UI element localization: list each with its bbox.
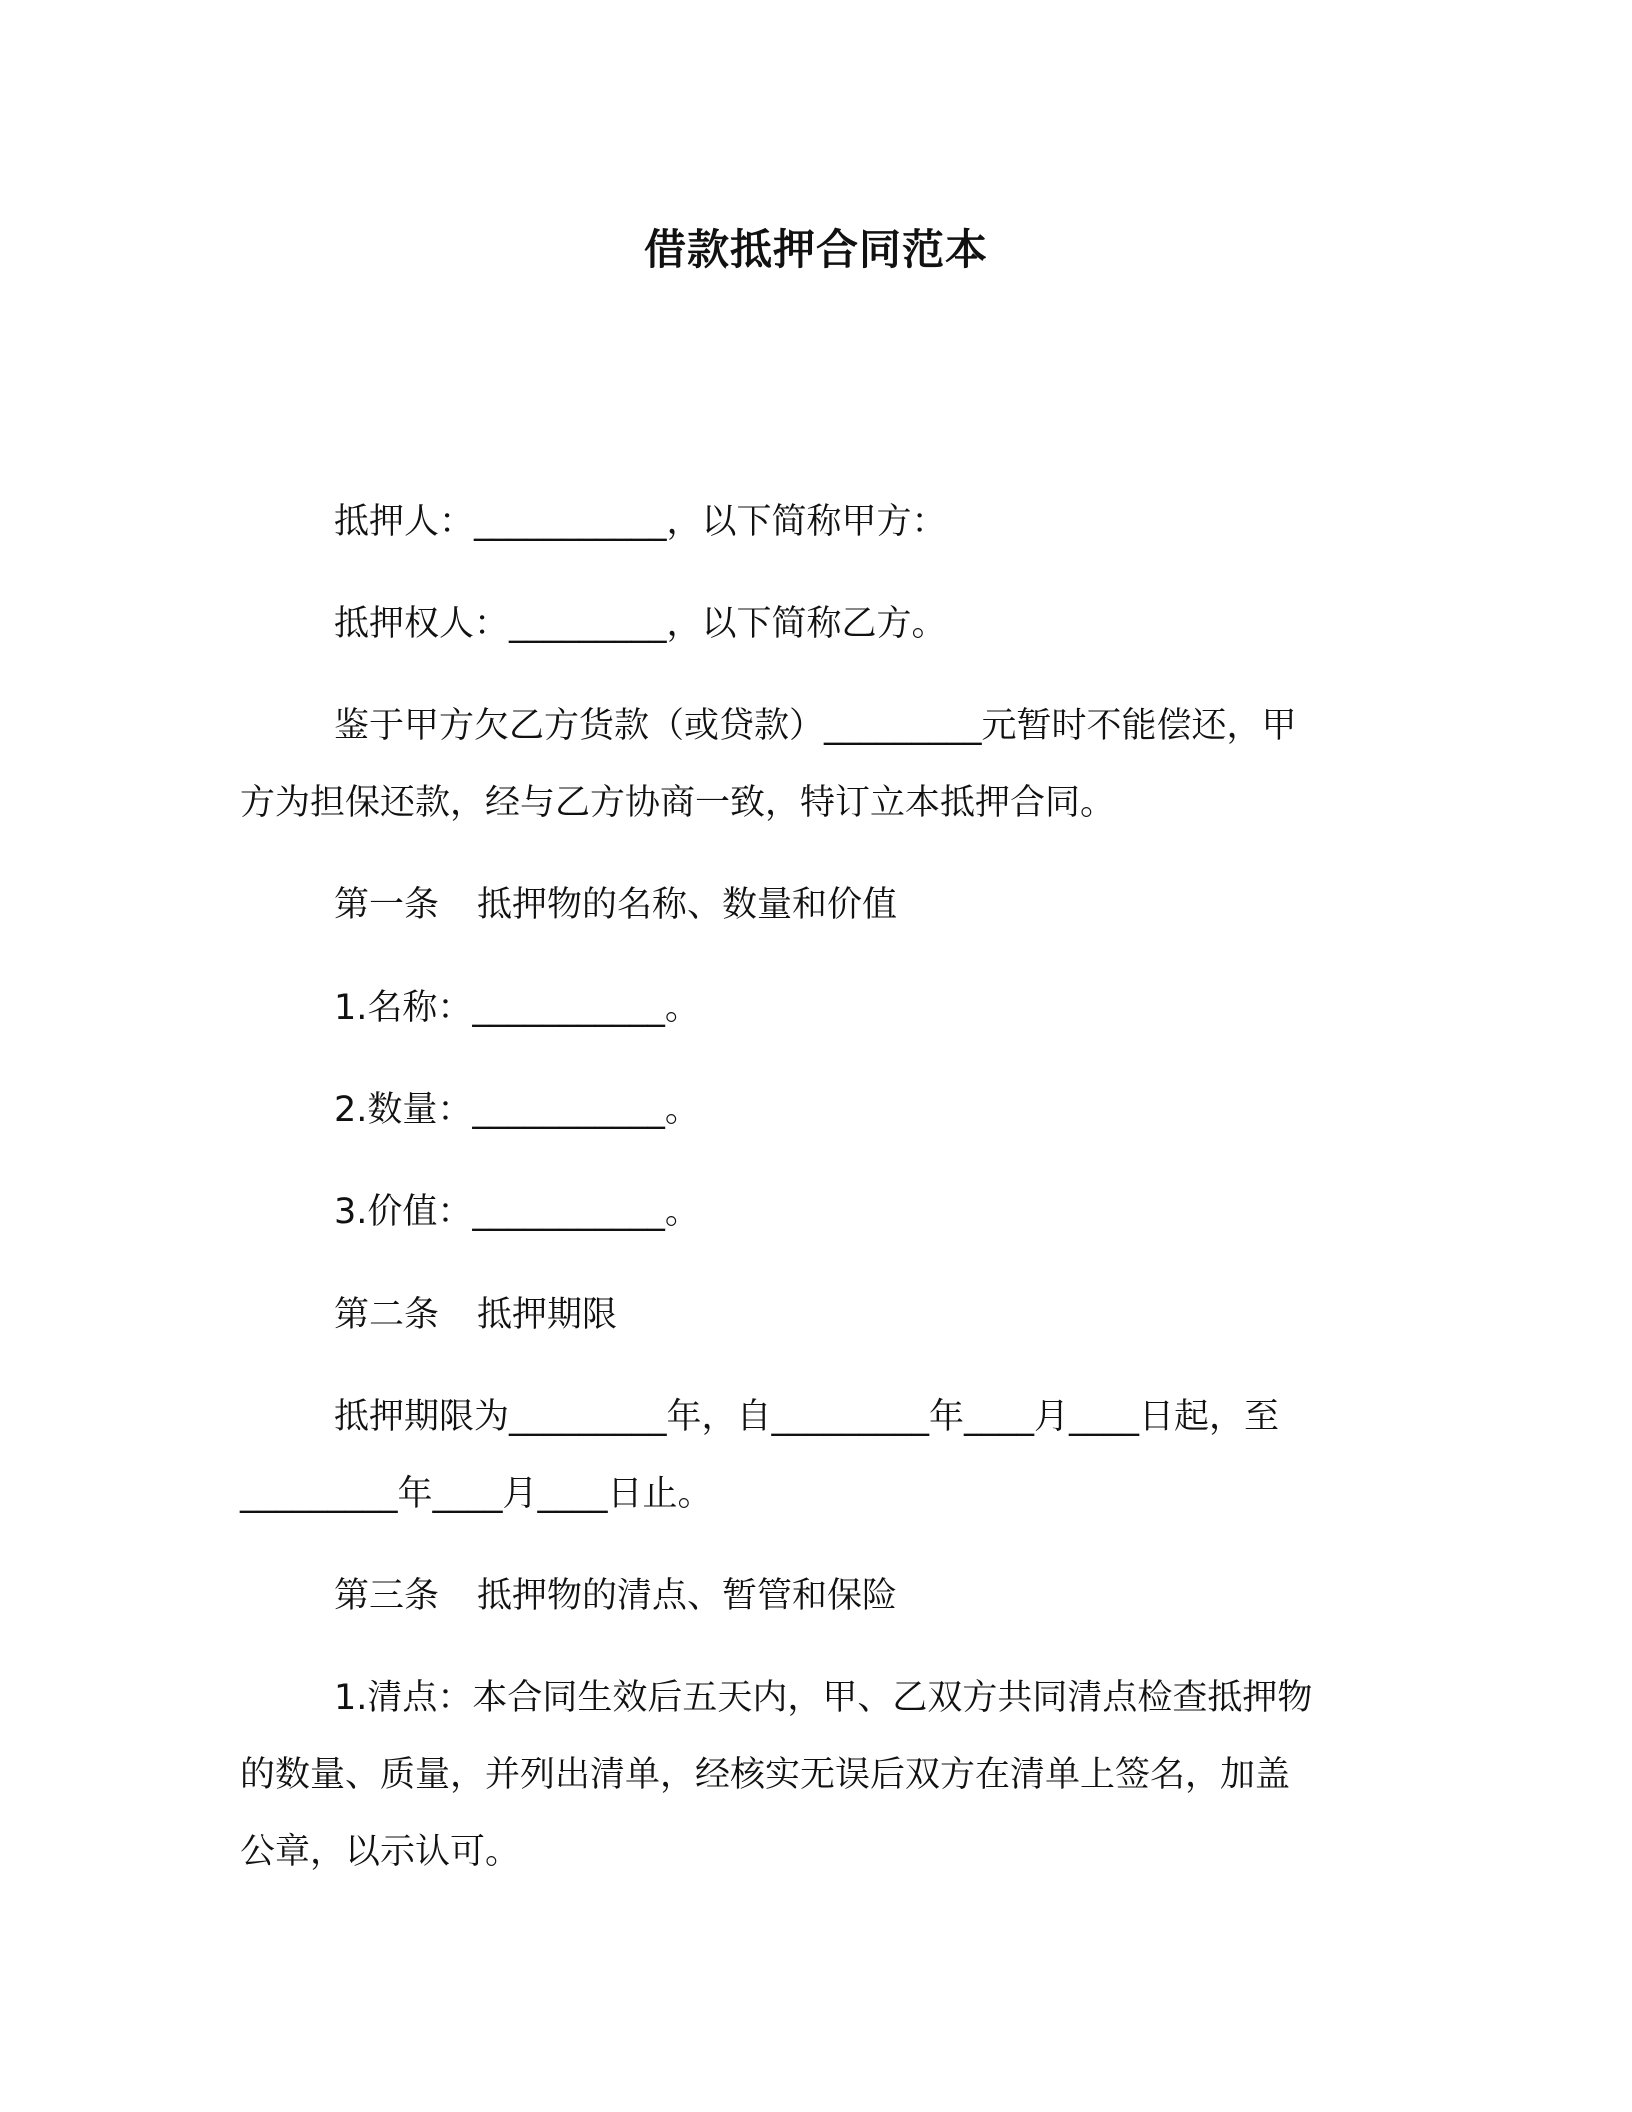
item-quantity-line: 2.数量：___________。 <box>334 1090 700 1130</box>
term-line-1: 抵押期限为_________年，自_________年____月____日起，至 <box>334 1397 1280 1437</box>
inventory-line-1: 1.清点：本合同生效后五天内，甲、乙双方共同清点检查抵押物 <box>334 1678 1313 1718</box>
mortgagee-line: 抵押权人：_________，以下简称乙方。 <box>334 604 947 644</box>
article-3-number: 第三条 <box>334 1576 440 1616</box>
article-2-heading <box>240 1277 1489 1354</box>
article-1-title: 抵押物的名称、数量和价值 <box>477 885 898 925</box>
article-1-number: 第一条 <box>334 885 440 925</box>
mortgagor-line: 抵押人：___________，以下简称甲方： <box>334 502 947 542</box>
article-3-heading <box>240 1558 1489 1635</box>
article-2-number: 第二条 <box>334 1295 440 1335</box>
article-3-title: 抵押物的清点、暂管和保险 <box>477 1576 898 1616</box>
term-line-2: _________年____月____日止。 <box>240 1474 713 1514</box>
article-2-title: 抵押期限 <box>477 1295 618 1335</box>
inventory-line-2: 的数量、质量，并列出清单，经核实无误后双方在清单上签名，加盖 <box>240 1755 1291 1795</box>
preamble-line-2: 方为担保还款，经与乙方协商一致，特订立本抵押合同。 <box>240 783 1116 823</box>
document-title: 借款抵押合同范本 <box>643 225 988 274</box>
article-1-heading <box>240 867 1489 944</box>
item-value-line: 3.价值：___________。 <box>334 1192 700 1232</box>
inventory-line-3: 公章，以示认可。 <box>240 1832 521 1872</box>
item-name-line: 1.名称：___________。 <box>334 988 700 1028</box>
preamble-line-1: 鉴于甲方欠乙方货款（或贷款）_________元暂时不能偿还，甲 <box>334 706 1297 746</box>
